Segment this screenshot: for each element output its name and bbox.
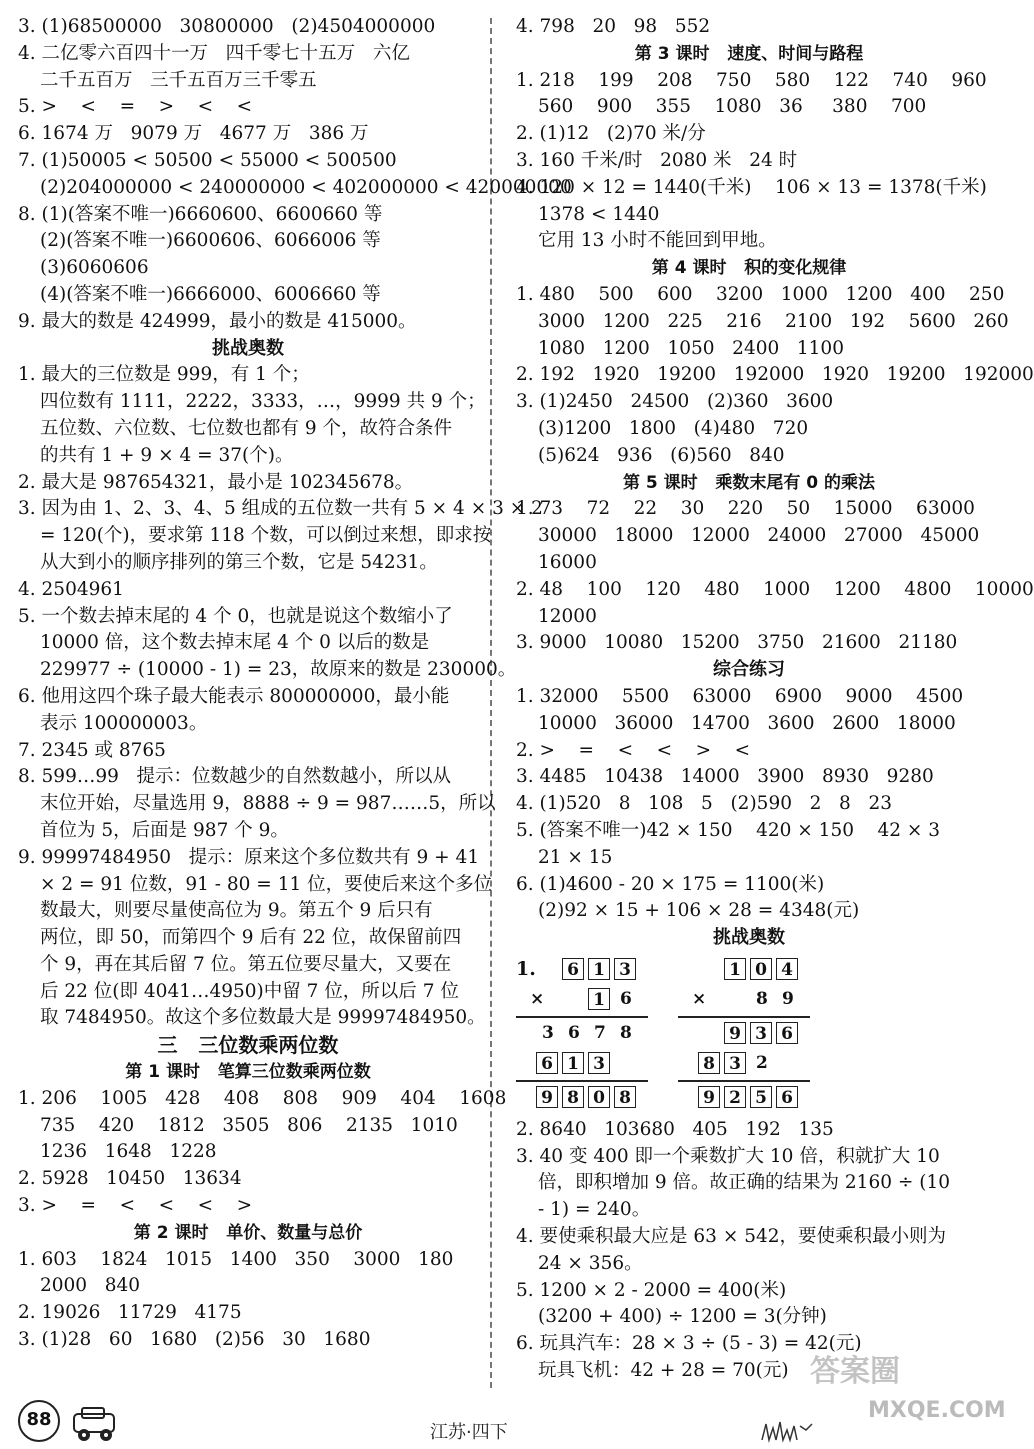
rule-line: [678, 1080, 810, 1082]
answer-line: 21 × 15: [538, 846, 613, 868]
answer-line: 2. 19026 11729 4175: [18, 1302, 242, 1324]
answer-line: 5. 一个数去掉末尾的 4 个 0，也就是说这个数缩小了: [18, 605, 453, 627]
rule-line: [516, 1016, 648, 1018]
answer-line: 1. 最大的三位数是 999，有 1 个；: [18, 364, 310, 386]
digit-box: 6: [562, 958, 584, 980]
answer-line: (2)(答案不唯一)6600606、6066006 等: [40, 230, 381, 252]
answer-line: 2. 最大是 987654321，最小是 102345678。: [18, 471, 414, 493]
digit-box: 1: [724, 958, 746, 980]
answer-line: 玩具飞机：42 + 28 = 70(元): [538, 1360, 789, 1382]
puzzle-number: 1.: [516, 957, 536, 980]
answer-line: × 2 = 91 位数，91 - 80 = 11 位，要使后来这个多位: [40, 873, 493, 895]
answer-line: 3000 1200 225 216 2100 192 5600 260: [538, 310, 1009, 332]
digit-box: 0: [750, 958, 772, 980]
answer-line: 3. 40 变 400 即一个乘数扩大 10 倍，积就扩大 10: [516, 1145, 940, 1167]
answer-line: 2. 192 1920 19200 192000 1920 19200 192000: [516, 364, 1034, 386]
answer-line: 1. 480 500 600 3200 1000 1200 400 250: [516, 283, 1005, 305]
digit-box: 3: [750, 1022, 772, 1044]
answer-line: (3)1200 1800 (4)480 720: [538, 417, 809, 439]
answer-line: = 120(个)，要求第 118 个数，可以倒过来想，即求按: [40, 525, 492, 547]
digit-box: 6: [776, 1022, 798, 1044]
answer-line: 7. (1)50005 < 50500 < 55000 < 500500: [18, 149, 397, 171]
answer-line: 2. 5928 10450 13634: [18, 1168, 242, 1190]
answer-line: 1080 1200 1050 2400 1100: [538, 337, 844, 359]
answer-line: 12000: [538, 605, 597, 627]
answer-line: 1378 < 1440: [538, 203, 660, 225]
section-heading: 第 4 课时 积的变化规律: [651, 258, 847, 279]
answer-line: 5. > < = > < <: [18, 96, 253, 118]
page-number: 88: [18, 1400, 60, 1442]
answer-line: (3200 + 400) ÷ 1200 = 3(分钟): [538, 1306, 827, 1328]
answer-line: (3)6060606: [40, 257, 149, 279]
answer-line: 1. 218 199 208 750 580 122 740 960: [516, 69, 987, 91]
answer-line: 4. 二亿零六百四十一万 四千零七十五万 六亿: [18, 42, 410, 64]
digit-box: 3: [724, 1052, 746, 1074]
answer-line: 二千五百万 三千五百万三千零五: [40, 69, 317, 91]
answer-line: 3. 因为由 1、2、3、4、5 组成的五位数一共有 5 × 4 × 3 × 2: [18, 498, 543, 520]
digit-box: 8: [698, 1052, 720, 1074]
answer-line: 个 9，再在其后留 7 位。第五位要尽量大，又要在: [40, 953, 452, 975]
answer-line: 3. (1)2450 24500 (2)360 3600: [516, 391, 834, 413]
digit: 8: [756, 988, 768, 1009]
answer-line: 9. 99997484950 提示：原来这个多位数共有 9 + 41: [18, 846, 480, 868]
answer-line: 4. 2504961: [18, 578, 124, 600]
page-footer: [0, 1392, 1000, 1449]
digit-box: 1: [562, 1052, 584, 1074]
digit: 8: [620, 1022, 632, 1043]
answer-line: 从大到小的顺序排列的第三个数，它是 54231。: [40, 551, 438, 573]
digit-box: 5: [750, 1086, 772, 1108]
answer-line: 16000: [538, 551, 597, 573]
rule-line: [678, 1016, 810, 1018]
answer-line: 6. 他用这四个珠子最大能表示 800000000，最小能: [18, 685, 450, 707]
digit-box: 1: [588, 988, 610, 1010]
section-heading: 第 2 课时 单价、数量与总价: [133, 1222, 363, 1243]
answer-line: 2. 48 100 120 480 1000 1200 4800 10000: [516, 578, 1034, 600]
section-heading: 挑战奥数: [713, 927, 785, 949]
answer-line: 四位数有 1111，2222，3333，…，9999 共 9 个；: [40, 391, 486, 413]
section-heading: 三 三位数乘两位数: [157, 1033, 339, 1058]
digit-box: 2: [724, 1086, 746, 1108]
answer-line: 1. 206 1005 428 408 808 909 404 1608: [18, 1087, 507, 1109]
answer-line: 4. 798 20 98 552: [516, 16, 711, 37]
grass-icon: [760, 1418, 820, 1442]
answer-line: 30000 18000 12000 24000 27000 45000: [538, 525, 980, 547]
answer-line: 5. 1200 × 2 - 2000 = 400(米): [516, 1279, 787, 1301]
answer-line: 它用 13 小时不能回到甲地。: [538, 230, 777, 252]
digit: 6: [568, 1022, 580, 1043]
times-sign: ×: [692, 988, 707, 1009]
digit-box: 9: [536, 1086, 558, 1108]
right-top-answers: [516, 14, 1034, 952]
right-column: [516, 14, 1034, 1385]
answer-line: 首位为 5，后面是 987 个 9。: [40, 819, 289, 841]
answer-line: 后 22 位(即 4041…4950)中留 7 位，所以后 7 位: [40, 980, 459, 1002]
digit: 2: [756, 1052, 768, 1073]
digit-box: 8: [614, 1086, 636, 1108]
digit: 9: [782, 988, 794, 1009]
answer-line: 4. (1)520 8 108 5 (2)590 2 8 23: [516, 793, 892, 815]
answer-line: (4)(答案不唯一)6666000、6006660 等: [40, 283, 381, 305]
digit-box: 1: [588, 958, 610, 980]
times-sign: ×: [530, 988, 545, 1009]
section-heading: 第 5 课时 乘数末尾有 0 的乘法: [622, 472, 876, 493]
answer-line: 8. 599…99 提示：位数越少的自然数越小，所以从: [18, 766, 452, 788]
digit-box: 3: [614, 958, 636, 980]
answer-line: 2000 840: [40, 1275, 141, 1297]
digit-box: 9: [698, 1086, 720, 1108]
section-heading: 综合练习: [713, 659, 785, 681]
answer-line: 3. 9000 10080 15200 3750 21600 21180: [516, 632, 958, 654]
digit-box: 6: [776, 1086, 798, 1108]
answer-line: 两位，即 50，而第四个 9 后有 22 位，故保留前四: [40, 927, 462, 949]
answer-line: 4. 要使乘积最大应是 63 × 542，要使乘积最小则为: [516, 1226, 947, 1248]
answer-line: 5. (答案不唯一)42 × 150 420 × 150 42 × 3: [516, 819, 941, 841]
answer-line: 数最大，则要尽量使高位为 9。第五个 9 后只有: [40, 900, 433, 922]
digit-box: 3: [588, 1052, 610, 1074]
digit-box: 8: [562, 1086, 584, 1108]
answer-line: 1. 32000 5500 63000 6900 9000 4500: [516, 685, 964, 707]
car-icon: [68, 1404, 128, 1444]
answer-line: 表示 100000003。: [40, 712, 208, 734]
digit: 7: [594, 1022, 606, 1043]
answer-line: 10000 36000 14700 3600 2600 18000: [538, 712, 956, 734]
answer-line: 3. > = < < < >: [18, 1195, 253, 1217]
answer-line: 五位数、六位数、七位数也都有 9 个，故符合条件: [40, 417, 453, 439]
answer-line: 3. 160 千米/时 2080 米 24 时: [516, 149, 798, 171]
answer-line: 24 × 356。: [538, 1252, 643, 1274]
answer-line: 3. (1)68500000 30800000 (2)4504000000: [18, 16, 436, 37]
right-bottom-answers: [516, 1117, 982, 1385]
watermark-logo: 答案圈: [810, 1354, 900, 1389]
answer-line: 倍，即积增加 9 倍。故正确的结果为 2160 ÷ (10: [538, 1172, 951, 1194]
answer-line: 3. 4485 10438 14000 3900 8930 9280: [516, 766, 934, 788]
answer-line: 229977 ÷ (10000 - 1) = 23，故原来的数是 230000。: [40, 659, 517, 681]
answer-line: 6. 1674 万 9079 万 4677 万 386 万: [18, 123, 369, 145]
answer-line: 1236 1648 1228: [40, 1141, 217, 1163]
answer-line: 2. (1)12 (2)70 米/分: [516, 123, 706, 145]
answer-line: 末位开始，尽量选用 9，8888 ÷ 9 = 987……5，所以: [40, 793, 496, 815]
answer-line: 6. (1)4600 - 20 × 175 = 1100(米): [516, 873, 825, 895]
answer-line: 2. > = < < > <: [516, 739, 751, 761]
edition-tag: 江苏·四下: [430, 1422, 508, 1443]
answer-line: (2)92 × 15 + 106 × 28 = 4348(元): [538, 900, 860, 922]
section-heading: 第 1 课时 笔算三位数乘两位数: [125, 1062, 371, 1083]
answer-line: 1. 73 72 22 30 220 50 15000 63000: [516, 498, 975, 520]
digit-box: 4: [776, 958, 798, 980]
answer-line: 10000 倍，这个数去掉末尾 4 个 0 以后的数是: [40, 632, 430, 654]
answer-line: (5)624 936 (6)560 840: [538, 444, 785, 466]
answer-line: 2. 8640 103680 405 192 135: [516, 1118, 834, 1140]
answer-line: 735 420 1812 3505 806 2135 1010: [40, 1114, 458, 1136]
digit: 6: [620, 988, 632, 1009]
answer-line: 560 900 355 1080 36 380 700: [538, 96, 927, 118]
answer-line: 8. (1)(答案不唯一)6660600、6600660 等: [18, 203, 383, 225]
answer-line: 6. 玩具汽车：28 × 3 ÷ (5 - 3) = 42(元): [516, 1333, 862, 1355]
section-heading: 第 3 课时 速度、时间与路程: [634, 43, 864, 64]
answer-line: 3. (1)28 60 1680 (2)56 30 1680: [18, 1329, 371, 1351]
section-heading: 挑战奥数: [212, 337, 284, 359]
rule-line: [516, 1080, 648, 1082]
answer-line: (2)204000000 < 240000000 < 402000000 < 420000000: [40, 176, 572, 198]
answer-line: 取 7484950。故这个多位数最大是 99997484950。: [40, 1007, 486, 1029]
answer-line: 7. 2345 或 8765: [18, 739, 166, 761]
digit-box: 6: [536, 1052, 558, 1074]
answer-line: 4. 120 × 12 = 1440(千米) 106 × 13 = 1378(千米): [516, 176, 987, 198]
column-divider: [490, 18, 492, 1388]
digit-box: 9: [724, 1022, 746, 1044]
digit-box: 0: [588, 1086, 610, 1108]
answer-line: 的共有 1 + 9 × 4 = 37(个)。: [40, 444, 294, 466]
digit: 3: [542, 1022, 554, 1043]
vertical-multiplication-puzzles: [516, 952, 982, 1117]
answer-line: 9. 最大的数是 424999，最小的数是 415000。: [18, 310, 417, 332]
answer-line: - 1) = 240。: [538, 1199, 651, 1221]
watermark-url: MXQE.COM: [868, 1398, 1006, 1423]
answer-line: 1. 603 1824 1015 1400 350 3000 180: [18, 1248, 454, 1270]
